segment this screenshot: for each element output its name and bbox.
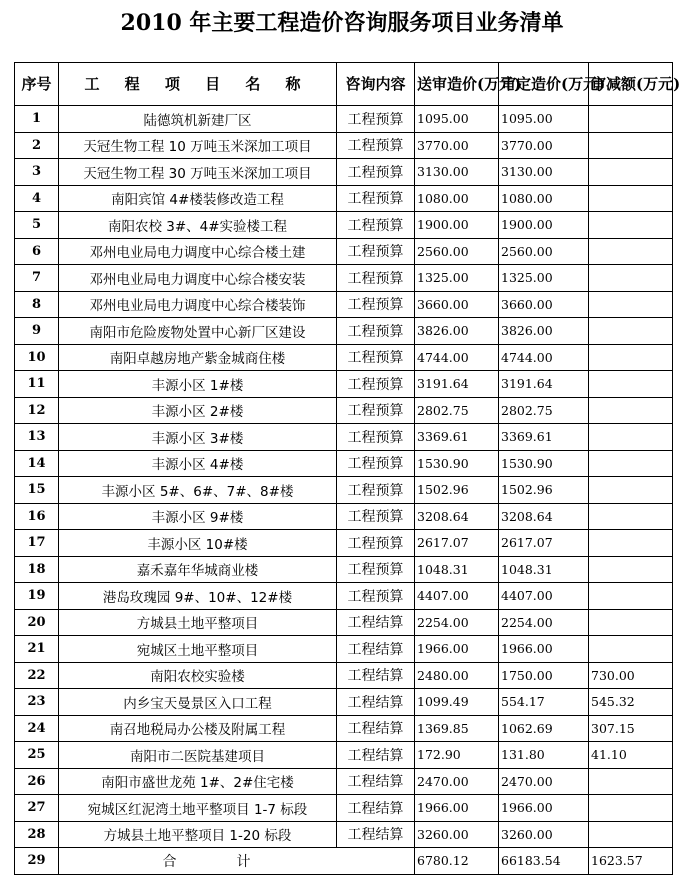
table-row (15, 742, 673, 769)
approved-cost: 1530.90 (499, 450, 589, 477)
row-number: 11 (15, 371, 59, 398)
project-name: 南阳市危险废物处置中心新厂区建设 (59, 318, 337, 345)
table-row (15, 503, 673, 530)
table-row (15, 821, 673, 848)
approved-cost: 3260.00 (499, 821, 589, 848)
total-label: 合计 (59, 848, 415, 875)
project-name: 丰源小区 9#楼 (59, 503, 337, 530)
consult-type: 工程预算 (337, 371, 415, 398)
reduced-amount (589, 212, 673, 239)
row-number: 25 (15, 742, 59, 769)
submitted-cost: 1095.00 (415, 106, 499, 133)
row-number: 3 (15, 159, 59, 186)
approved-cost: 3191.64 (499, 371, 589, 398)
reduced-amount (589, 238, 673, 265)
row-number: 8 (15, 291, 59, 318)
approved-cost: 1900.00 (499, 212, 589, 239)
consult-type: 工程预算 (337, 450, 415, 477)
project-name: 南阳农校实验楼 (59, 662, 337, 689)
approved-cost: 4407.00 (499, 583, 589, 610)
project-name: 方城县土地平整项目 (59, 609, 337, 636)
consult-type: 工程预算 (337, 265, 415, 292)
row-number: 23 (15, 689, 59, 716)
project-name: 港岛玫瑰园 9#、10#、12#楼 (59, 583, 337, 610)
reduced-amount (589, 265, 673, 292)
project-name: 宛城区土地平整项目 (59, 636, 337, 663)
submitted-cost: 3130.00 (415, 159, 499, 186)
total-reduced-amount: 1623.57 (589, 848, 673, 875)
consult-type: 工程结算 (337, 768, 415, 795)
reduced-amount (589, 477, 673, 504)
table-row (15, 450, 673, 477)
submitted-cost: 2254.00 (415, 609, 499, 636)
table-row (15, 715, 673, 742)
project-name: 丰源小区 3#楼 (59, 424, 337, 451)
row-number: 18 (15, 556, 59, 583)
total-submitted-cost: 6780.12 (415, 848, 499, 875)
submitted-cost: 3208.64 (415, 503, 499, 530)
submitted-cost: 4744.00 (415, 344, 499, 371)
header-type: 咨询内容 (337, 63, 415, 106)
submitted-cost: 172.90 (415, 742, 499, 769)
submitted-cost: 3191.64 (415, 371, 499, 398)
reduced-amount (589, 318, 673, 345)
row-number: 5 (15, 212, 59, 239)
reduced-amount: 545.32 (589, 689, 673, 716)
project-name: 邓州电业局电力调度中心综合楼装饰 (59, 291, 337, 318)
row-number: 10 (15, 344, 59, 371)
row-number: 12 (15, 397, 59, 424)
submitted-cost: 3770.00 (415, 132, 499, 159)
table-row (15, 477, 673, 504)
reduced-amount (589, 397, 673, 424)
reduced-amount (589, 291, 673, 318)
row-number: 4 (15, 185, 59, 212)
total-row-number: 29 (15, 848, 59, 875)
submitted-cost: 1502.96 (415, 477, 499, 504)
table-row (15, 556, 673, 583)
project-name: 丰源小区 1#楼 (59, 371, 337, 398)
table-row (15, 530, 673, 557)
approved-cost: 1095.00 (499, 106, 589, 133)
row-number: 2 (15, 132, 59, 159)
approved-cost: 3369.61 (499, 424, 589, 451)
reduced-amount (589, 450, 673, 477)
reduced-amount (589, 371, 673, 398)
row-number: 28 (15, 821, 59, 848)
table-row (15, 265, 673, 292)
reduced-amount (589, 503, 673, 530)
consult-type: 工程预算 (337, 106, 415, 133)
consult-type: 工程结算 (337, 609, 415, 636)
row-number: 17 (15, 530, 59, 557)
consult-type: 工程预算 (337, 503, 415, 530)
table-row (15, 397, 673, 424)
consult-type: 工程结算 (337, 795, 415, 822)
submitted-cost: 1048.31 (415, 556, 499, 583)
submitted-cost: 2470.00 (415, 768, 499, 795)
reduced-amount (589, 583, 673, 610)
reduced-amount (589, 424, 673, 451)
table-header (15, 63, 681, 106)
approved-cost: 4744.00 (499, 344, 589, 371)
consult-type: 工程预算 (337, 185, 415, 212)
project-name: 南阳农校 3#、4#实验楼工程 (59, 212, 337, 239)
approved-cost: 2470.00 (499, 768, 589, 795)
submitted-cost: 1080.00 (415, 185, 499, 212)
consult-type: 工程预算 (337, 556, 415, 583)
row-number: 21 (15, 636, 59, 663)
approved-cost: 3826.00 (499, 318, 589, 345)
table-row (15, 662, 673, 689)
project-name: 丰源小区 10#楼 (59, 530, 337, 557)
project-name: 丰源小区 4#楼 (59, 450, 337, 477)
project-name: 陆德筑机新建厂区 (59, 106, 337, 133)
submitted-cost: 1966.00 (415, 795, 499, 822)
approved-cost: 3208.64 (499, 503, 589, 530)
approved-cost: 3770.00 (499, 132, 589, 159)
consult-type: 工程预算 (337, 159, 415, 186)
project-name: 南阳卓越房地产紫金城商住楼 (59, 344, 337, 371)
table-row (15, 159, 673, 186)
project-name: 丰源小区 5#、6#、7#、8#楼 (59, 477, 337, 504)
consult-type: 工程预算 (337, 424, 415, 451)
table-row (15, 344, 673, 371)
header-no: 序号 (15, 63, 59, 106)
consult-type: 工程结算 (337, 636, 415, 663)
row-number: 9 (15, 318, 59, 345)
table-row (15, 636, 673, 663)
table-row (15, 291, 673, 318)
approved-cost: 1080.00 (499, 185, 589, 212)
table-row (15, 609, 673, 636)
row-number: 6 (15, 238, 59, 265)
submitted-cost: 1325.00 (415, 265, 499, 292)
reduced-amount (589, 609, 673, 636)
reduced-amount: 730.00 (589, 662, 673, 689)
header-reduced: 审减额(万元) (589, 63, 673, 106)
submitted-cost: 3369.61 (415, 424, 499, 451)
table-row (15, 424, 673, 451)
project-name: 南阳市盛世龙苑 1#、2#住宅楼 (59, 768, 337, 795)
total-row (15, 848, 673, 875)
total-approved-cost: 66183.54 (499, 848, 589, 875)
table-row (15, 185, 673, 212)
reduced-amount (589, 768, 673, 795)
project-name: 内乡宝天曼景区入口工程 (59, 689, 337, 716)
reduced-amount (589, 821, 673, 848)
table-row (15, 768, 673, 795)
row-number: 19 (15, 583, 59, 610)
row-number: 13 (15, 424, 59, 451)
project-name: 嘉禾嘉年华城商业楼 (59, 556, 337, 583)
submitted-cost: 3660.00 (415, 291, 499, 318)
row-number: 16 (15, 503, 59, 530)
document-title: 2010 年主要工程造价咨询服务项目业务清单 (120, 10, 564, 36)
table-row (15, 689, 673, 716)
reduced-amount (589, 530, 673, 557)
submitted-cost: 3826.00 (415, 318, 499, 345)
project-name: 南阳宾馆 4#楼装修改造工程 (59, 185, 337, 212)
approved-cost: 3660.00 (499, 291, 589, 318)
table-row (15, 371, 673, 398)
approved-cost: 1048.31 (499, 556, 589, 583)
consult-type: 工程结算 (337, 689, 415, 716)
approved-cost: 2254.00 (499, 609, 589, 636)
reduced-amount (589, 344, 673, 371)
approved-cost: 1750.00 (499, 662, 589, 689)
submitted-cost: 1099.49 (415, 689, 499, 716)
reduced-amount (589, 185, 673, 212)
submitted-cost: 2617.07 (415, 530, 499, 557)
submitted-cost: 4407.00 (415, 583, 499, 610)
consult-type: 工程预算 (337, 291, 415, 318)
project-name: 天冠生物工程 10 万吨玉米深加工项目 (59, 132, 337, 159)
approved-cost: 1966.00 (499, 795, 589, 822)
row-number: 14 (15, 450, 59, 477)
consult-type: 工程结算 (337, 742, 415, 769)
consult-type: 工程预算 (337, 318, 415, 345)
row-number: 27 (15, 795, 59, 822)
submitted-cost: 1369.85 (415, 715, 499, 742)
approved-cost: 1325.00 (499, 265, 589, 292)
reduced-amount (589, 132, 673, 159)
reduced-amount (589, 556, 673, 583)
table-row (15, 238, 673, 265)
submitted-cost: 2802.75 (415, 397, 499, 424)
table-row (15, 106, 673, 133)
submitted-cost: 1900.00 (415, 212, 499, 239)
project-table (14, 62, 681, 875)
approved-cost: 1062.69 (499, 715, 589, 742)
submitted-cost: 1966.00 (415, 636, 499, 663)
submitted-cost: 2560.00 (415, 238, 499, 265)
row-number: 26 (15, 768, 59, 795)
row-number: 7 (15, 265, 59, 292)
consult-type: 工程预算 (337, 344, 415, 371)
project-name: 天冠生物工程 30 万吨玉米深加工项目 (59, 159, 337, 186)
submitted-cost: 3260.00 (415, 821, 499, 848)
consult-type: 工程预算 (337, 530, 415, 557)
table-row (15, 795, 673, 822)
row-number: 15 (15, 477, 59, 504)
consult-type: 工程结算 (337, 821, 415, 848)
table-row (15, 318, 673, 345)
project-name: 邓州电业局电力调度中心综合楼土建 (59, 238, 337, 265)
consult-type: 工程结算 (337, 662, 415, 689)
approved-cost: 131.80 (499, 742, 589, 769)
submitted-cost: 1530.90 (415, 450, 499, 477)
project-name: 南阳市二医院基建项目 (59, 742, 337, 769)
project-name: 邓州电业局电力调度中心综合楼安装 (59, 265, 337, 292)
submitted-cost: 2480.00 (415, 662, 499, 689)
consult-type: 工程预算 (337, 397, 415, 424)
project-name: 宛城区红泥湾土地平整项目 1-7 标段 (59, 795, 337, 822)
consult-type: 工程结算 (337, 715, 415, 742)
approved-cost: 2560.00 (499, 238, 589, 265)
project-name: 方城县土地平整项目 1-20 标段 (59, 821, 337, 848)
header-name: 工 程 项 目 名 称 (59, 63, 337, 106)
consult-type: 工程预算 (337, 212, 415, 239)
table-row (15, 583, 673, 610)
project-name: 丰源小区 2#楼 (59, 397, 337, 424)
consult-type: 工程预算 (337, 132, 415, 159)
row-number: 22 (15, 662, 59, 689)
table-row (15, 212, 673, 239)
approved-cost: 1966.00 (499, 636, 589, 663)
reduced-amount (589, 106, 673, 133)
table-row (15, 132, 673, 159)
consult-type: 工程预算 (337, 238, 415, 265)
row-number: 20 (15, 609, 59, 636)
row-number: 24 (15, 715, 59, 742)
approved-cost: 1502.96 (499, 477, 589, 504)
reduced-amount (589, 159, 673, 186)
consult-type: 工程预算 (337, 583, 415, 610)
approved-cost: 3130.00 (499, 159, 589, 186)
header-submitted: 送审造价(万元) (415, 63, 499, 106)
reduced-amount: 41.10 (589, 742, 673, 769)
table-body (15, 106, 673, 875)
reduced-amount (589, 636, 673, 663)
header-approved: 审定造价(万元) (499, 63, 589, 106)
consult-type: 工程预算 (337, 477, 415, 504)
reduced-amount: 307.15 (589, 715, 673, 742)
approved-cost: 2802.75 (499, 397, 589, 424)
reduced-amount (589, 795, 673, 822)
approved-cost: 554.17 (499, 689, 589, 716)
approved-cost: 2617.07 (499, 530, 589, 557)
project-name: 南召地税局办公楼及附属工程 (59, 715, 337, 742)
row-number: 1 (15, 106, 59, 133)
